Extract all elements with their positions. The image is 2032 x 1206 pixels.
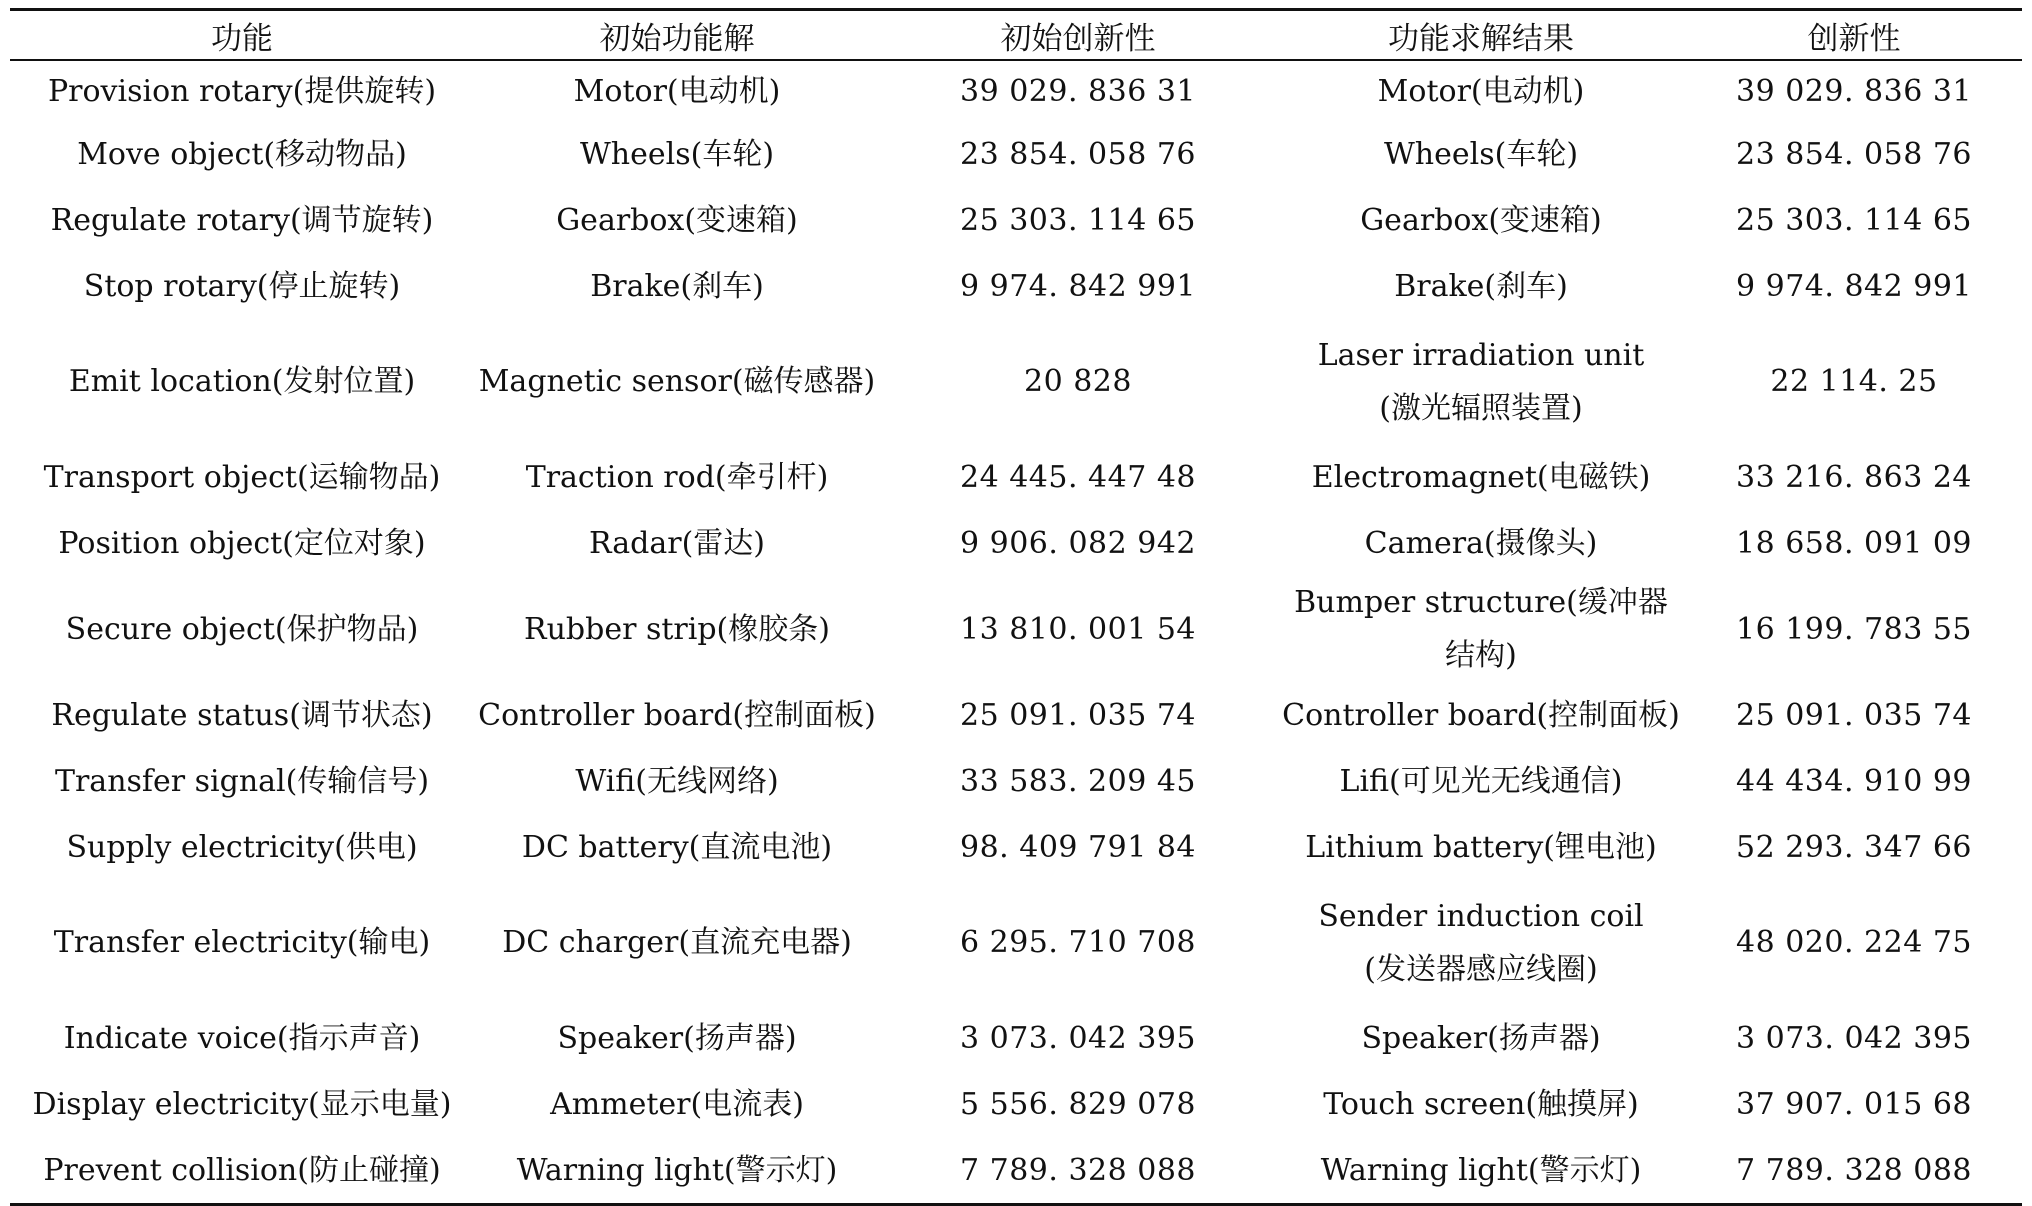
cell-function: Regulate rotary(调节旋转) (50, 202, 434, 238)
function-solution-table (10, 8, 2022, 1206)
cell-function: Prevent collision(防止碰撞) (43, 1152, 441, 1188)
table-row (10, 253, 2022, 319)
cell-function: Transfer signal(传输信号) (54, 763, 430, 799)
cell-initial-solution: Magnetic sensor(磁传感器) (478, 364, 876, 399)
column-header-result: 功能求解结果 (1388, 20, 1574, 57)
cell-result (1276, 682, 1686, 748)
cell-innovation: 9 974. 842 991 (1735, 268, 1972, 304)
cell-initial-solution: Speaker(扬声器) (557, 1020, 797, 1056)
cell-initial-solution: Motor(电动机) (573, 73, 781, 109)
cell-result-line: Wheels(车轮) (1383, 136, 1579, 172)
cell-innovation: 33 216. 863 24 (1735, 459, 1972, 495)
cell-function: Secure object(保护物品) (65, 611, 419, 647)
cell-innovation: 25 091. 035 74 (1735, 697, 1972, 733)
cell-initial-innovation: 33 583. 209 45 (959, 763, 1196, 799)
cell-innovation: 7 789. 328 088 (1735, 1152, 1972, 1188)
cell-initial-innovation: 20 828 (1024, 364, 1132, 399)
cell-result-line: Lithium battery(锂电池) (1305, 829, 1657, 865)
cell-result (1276, 510, 1686, 576)
cell-initial-innovation: 6 295. 710 708 (959, 925, 1196, 960)
table-body (10, 60, 2022, 1205)
cell-result-line: Speaker(扬声器) (1361, 1020, 1601, 1056)
table-row (10, 60, 2022, 121)
cell-initial-solution: Ammeter(电流表) (550, 1086, 804, 1122)
cell-result-line: Lifi(可见光无线通信) (1339, 763, 1623, 799)
table-row (10, 187, 2022, 253)
cell-initial-innovation: 39 029. 836 31 (959, 73, 1196, 109)
cell-function: Move object(移动物品) (77, 136, 407, 172)
table-row (10, 576, 2022, 682)
cell-innovation: 25 303. 114 65 (1735, 202, 1972, 238)
table-row (10, 880, 2022, 1005)
cell-result-line: (发送器感应线圈) (1364, 951, 1598, 987)
cell-result-line: Camera(摄像头) (1364, 525, 1598, 561)
table-row (10, 1005, 2022, 1071)
table-row (10, 510, 2022, 576)
cell-innovation: 3 073. 042 395 (1735, 1020, 1972, 1056)
cell-result (1276, 880, 1686, 1005)
cell-result-line: Laser irradiation unit (1317, 337, 1645, 373)
cell-initial-solution: DC charger(直流充电器) (502, 925, 852, 960)
cell-innovation: 16 199. 783 55 (1735, 611, 1972, 647)
cell-result-line: Brake(刹车) (1394, 268, 1568, 304)
cell-initial-innovation: 25 091. 035 74 (959, 697, 1196, 733)
cell-initial-solution: Gearbox(变速箱) (556, 202, 798, 238)
cell-innovation: 22 114. 25 (1770, 364, 1938, 399)
cell-result (1276, 319, 1686, 444)
cell-function: Stop rotary(停止旋转) (83, 268, 401, 304)
cell-function: Provision rotary(提供旋转) (47, 73, 437, 109)
cell-initial-innovation: 24 445. 447 48 (959, 459, 1196, 495)
cell-initial-innovation: 23 854. 058 76 (959, 136, 1196, 172)
cell-innovation: 37 907. 015 68 (1735, 1086, 1972, 1122)
table-row (10, 319, 2022, 444)
cell-initial-innovation: 9 906. 082 942 (959, 525, 1196, 561)
cell-function: Emit location(发射位置) (68, 364, 416, 399)
cell-initial-innovation: 98. 409 791 84 (959, 829, 1196, 865)
cell-innovation: 18 658. 091 09 (1735, 525, 1972, 561)
cell-function: Indicate voice(指示声音) (63, 1020, 421, 1056)
cell-initial-solution: Radar(雷达) (588, 525, 765, 561)
cell-result-line: Warning light(警示灯) (1320, 1152, 1642, 1188)
cell-result (1276, 187, 1686, 253)
cell-result (1276, 60, 1686, 121)
cell-result-line: Touch screen(触摸屏) (1323, 1086, 1639, 1122)
cell-innovation: 39 029. 836 31 (1735, 73, 1972, 109)
cell-initial-solution: Traction rod(牵引杆) (525, 459, 829, 495)
cell-function: Position object(定位对象) (58, 525, 426, 561)
cell-function: Transport object(运输物品) (43, 459, 441, 495)
cell-initial-solution: Wifi(无线网络) (575, 763, 779, 799)
column-header-function: 功能 (211, 20, 273, 57)
cell-initial-innovation: 13 810. 001 54 (959, 611, 1196, 647)
cell-innovation: 23 854. 058 76 (1735, 136, 1972, 172)
cell-result-line: Motor(电动机) (1377, 73, 1585, 109)
table-row (10, 814, 2022, 880)
cell-initial-solution: Rubber strip(橡胶条) (524, 611, 830, 647)
cell-initial-innovation: 25 303. 114 65 (959, 202, 1196, 238)
cell-result (1276, 121, 1686, 187)
table-row (10, 444, 2022, 510)
table-header (10, 10, 2022, 61)
table-row (10, 1137, 2022, 1205)
cell-result (1276, 253, 1686, 319)
cell-initial-innovation: 5 556. 829 078 (959, 1086, 1196, 1122)
cell-initial-solution: Controller board(控制面板) (478, 697, 876, 733)
cell-result (1276, 1137, 1686, 1205)
cell-result (1276, 814, 1686, 880)
cell-initial-solution: Brake(刹车) (590, 268, 764, 304)
cell-function: Regulate status(调节状态) (51, 697, 433, 733)
cell-innovation: 44 434. 910 99 (1735, 763, 1972, 799)
cell-initial-solution: DC battery(直流电池) (521, 829, 833, 865)
column-header-innovation: 创新性 (1807, 20, 1901, 57)
cell-result-line: Bumper structure(缓冲器结构) (1294, 585, 1668, 673)
cell-result (1276, 576, 1686, 682)
cell-result (1276, 444, 1686, 510)
cell-result-line: Gearbox(变速箱) (1360, 202, 1602, 238)
table-row (10, 748, 2022, 814)
cell-function: Transfer electricity(输电) (53, 925, 431, 960)
table-row (10, 682, 2022, 748)
cell-initial-solution: Wheels(车轮) (579, 136, 775, 172)
cell-result-line: Controller board(控制面板) (1282, 697, 1680, 733)
cell-function: Supply electricity(供电) (66, 829, 418, 865)
cell-result (1276, 1071, 1686, 1137)
cell-initial-innovation: 3 073. 042 395 (959, 1020, 1196, 1056)
cell-function: Display electricity(显示电量) (32, 1086, 452, 1122)
cell-result-line: (激光辐照装置) (1379, 390, 1583, 426)
header-row (10, 10, 2022, 61)
cell-initial-solution: Warning light(警示灯) (516, 1152, 838, 1188)
cell-result (1276, 748, 1686, 814)
cell-result-line: Electromagnet(电磁铁) (1311, 459, 1651, 495)
column-header-initial-innovation: 初始创新性 (1000, 20, 1156, 57)
results-table-container (10, 8, 2022, 1206)
cell-result-line: Sender induction coil (1318, 898, 1644, 934)
column-header-initial-solution: 初始功能解 (599, 20, 755, 57)
cell-initial-innovation: 9 974. 842 991 (959, 268, 1196, 304)
cell-initial-innovation: 7 789. 328 088 (959, 1152, 1196, 1188)
table-row (10, 1071, 2022, 1137)
cell-result (1276, 1005, 1686, 1071)
table-row (10, 121, 2022, 187)
cell-innovation: 52 293. 347 66 (1735, 829, 1972, 865)
cell-innovation: 48 020. 224 75 (1735, 925, 1972, 960)
